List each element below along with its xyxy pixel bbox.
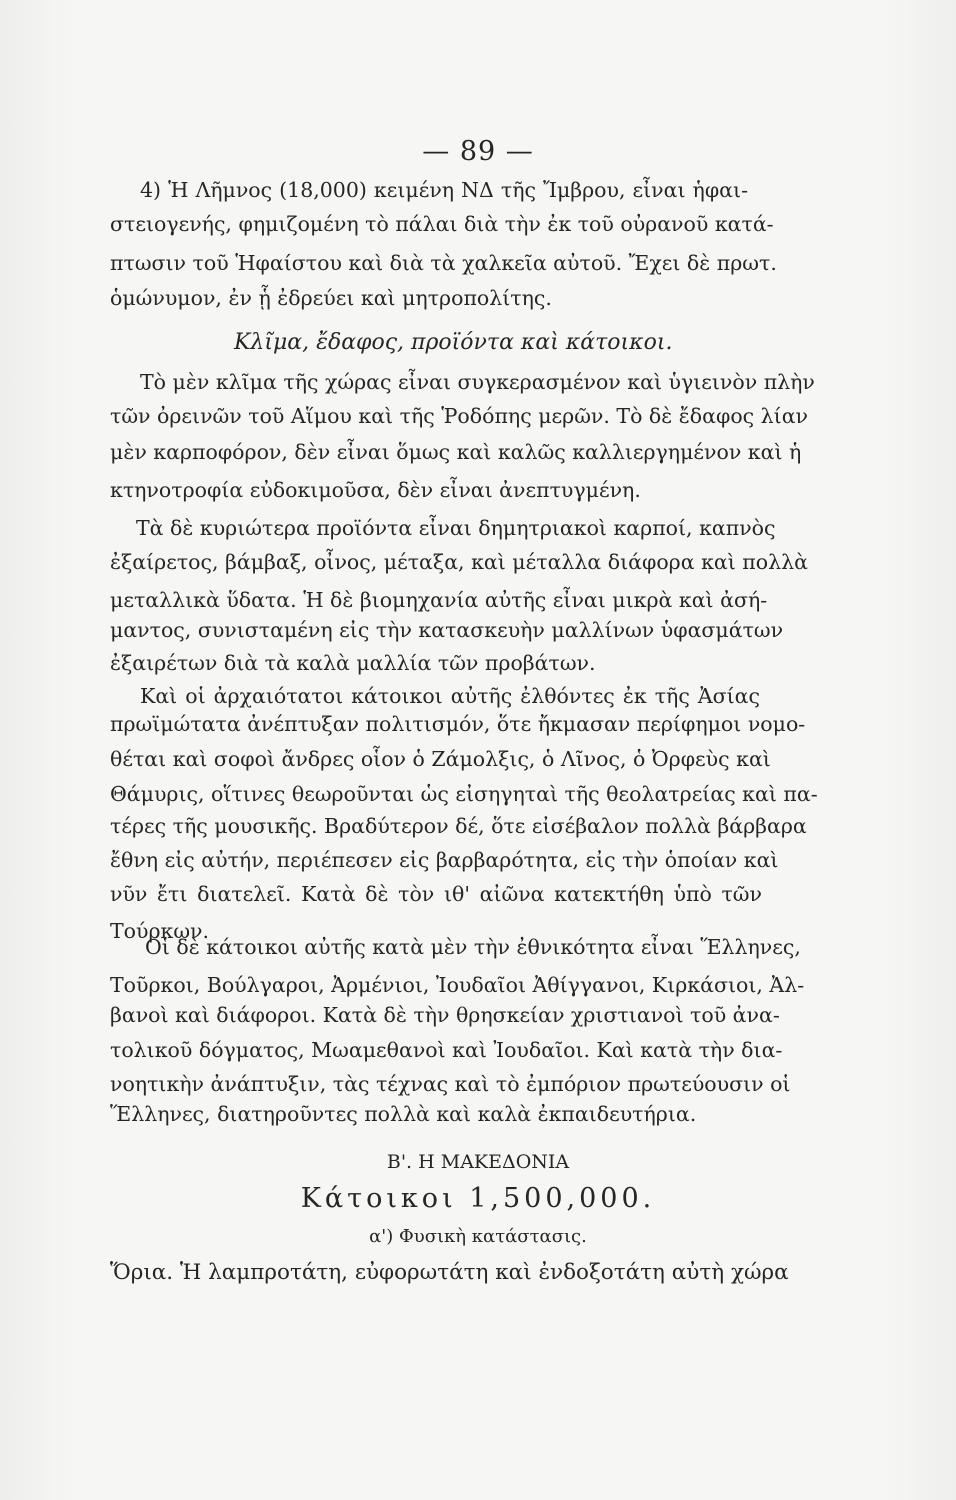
text-line: Τοῦρκοι, Βούλγαροι, Ἀρμένιοι, Ἰουδαῖοι Ἀθίγγανοι, Κιρκάσιοι, Ἀλ-: [110, 973, 805, 997]
text-line: μαντος, συνισταμένη εἰς τὴν κατασκευὴν μαλλίνων ὑφασμάτων: [110, 618, 784, 642]
population-heading: Κάτοικοι 1,500,000.: [300, 1183, 656, 1214]
text-line: πρωϊμώτατα ἀνέπτυξαν πολιτισμόν, ὅτε ἤκμασαν περίφημοι νομο-: [110, 712, 806, 736]
text-line: Ὅρια. Ἡ λαμπροτάτη, εὐφορωτάτη καὶ ἐνδοξοτάτη αὐτὴ χώρα: [110, 1260, 789, 1285]
text-line: Ἕλληνες, διατηροῦντες πολλὰ καὶ καλὰ ἐκπαιδευτήρια.: [110, 1102, 697, 1126]
subsection-heading: α') Φυσικὴ κατάστασις.: [369, 1226, 587, 1247]
text-line: ἐξαιρέτων διὰ τὰ καλὰ μαλλία τῶν προβάτων.: [110, 651, 596, 675]
text-line: ὁμώνυμον, ἐν ᾗ ἐδρεύει καὶ μητροπολίτης.: [110, 286, 552, 310]
text-line: στειογενής, φημιζομένη τὸ πάλαι διὰ τὴν ἐκ τοῦ οὐρανοῦ κατά-: [110, 212, 774, 236]
text-line: θέται καὶ σοφοὶ ἄνδρες οἷον ὁ Ζάμολξις, ὁ Λῖνος, ὁ Ὀρφεὺς καὶ: [110, 747, 771, 771]
text-line: μὲν καρποφόρον, δὲν εἶναι ὅμως καὶ καλῶς καλλιεργημένον καὶ ἡ: [110, 440, 802, 464]
page-number: — 89 —: [422, 136, 534, 167]
text-line: Τούρκων.: [110, 919, 210, 943]
text-line: Οἱ δὲ κάτοικοι αὐτῆς κατὰ μὲν τὴν ἐθνικότητα εἶναι Ἕλληνες,: [145, 935, 801, 959]
text-line: τολικοῦ δόγματος, Μωαμεθανοὶ καὶ Ἰουδαῖοι. Καὶ κατὰ τὴν δια-: [110, 1038, 783, 1062]
text-line: Θάμυρις, οἵτινες θεωροῦνται ὡς εἰσηγηταὶ τῆς θεολατρείας καὶ πα-: [110, 782, 818, 806]
text-line: τέρες τῆς μουσικῆς. Βραδύτερον δέ, ὅτε εἰσέβαλον πολλὰ βάρβαρα: [110, 814, 807, 838]
section-heading: Β'. Η ΜΑΚΕΔΟΝΙΑ: [386, 1151, 570, 1173]
text-line: κτηνοτροφία εὐδοκιμοῦσα, δὲν εἶναι ἀνεπτυγμένη.: [110, 478, 641, 502]
text-line: μεταλλικὰ ὕδατα. Ἡ δὲ βιομηχανία αὐτῆς εἶναι μικρὰ καὶ ἀσή-: [110, 588, 768, 612]
text-line: νῦν ἔτι διατελεῖ. Κατὰ δὲ τὸν ιθ' αἰῶνα κατεκτήθη ὑπὸ τῶν: [110, 882, 762, 906]
text-line: Τὰ δὲ κυριώτερα προϊόντα εἶναι δημητριακοὶ καρποί, καπνὸς: [136, 516, 776, 540]
text-line: 4) Ἡ Λῆμνος (18,000) κειμένη ΝΔ τῆς Ἴμβρου, εἶναι ἡφαι-: [140, 178, 748, 202]
text-line: Τὸ μὲν κλῖμα τῆς χώρας εἶναι συγκερασμένον καὶ ὑγιεινὸν πλὴν: [140, 370, 815, 394]
text-line: Καὶ οἱ ἀρχαιότατοι κάτοικοι αὐτῆς ἐλθόντες ἐκ τῆς Ἀσίας: [140, 684, 760, 708]
text-line: πτωσιν τοῦ Ἡφαίστου καὶ διὰ τὰ χαλκεῖα αὐτοῦ. Ἔχει δὲ πρωτ.: [110, 251, 777, 275]
text-line: ἐξαίρετος, βάμβαξ, οἶνος, μέταξα, καὶ μέταλλα διάφορα καὶ πολλὰ: [110, 550, 808, 574]
text-line: ἔθνη εἰς αὐτήν, περιέπεσεν εἰς βαρβαρότητα, εἰς τὴν ὁποίαν καὶ: [110, 848, 779, 872]
subsection-title: Κλῖμα, ἔδαφος, προϊόντα καὶ κάτοικοι.: [234, 330, 673, 355]
text-line: νοητικὴν ἀνάπτυξιν, τὰς τέχνας καὶ τὸ ἐμπόριον πρωτεύουσιν οἱ: [110, 1072, 791, 1096]
text-line: βανοὶ καὶ διάφοροι. Κατὰ δὲ τὴν θρησκείαν χριστιανοὶ τοῦ ἀνα-: [110, 1003, 780, 1027]
text-line: τῶν ὀρεινῶν τοῦ Αἵμου καὶ τῆς Ῥοδόπης μερῶν. Τὸ δὲ ἔδαφος λίαν: [110, 404, 809, 428]
